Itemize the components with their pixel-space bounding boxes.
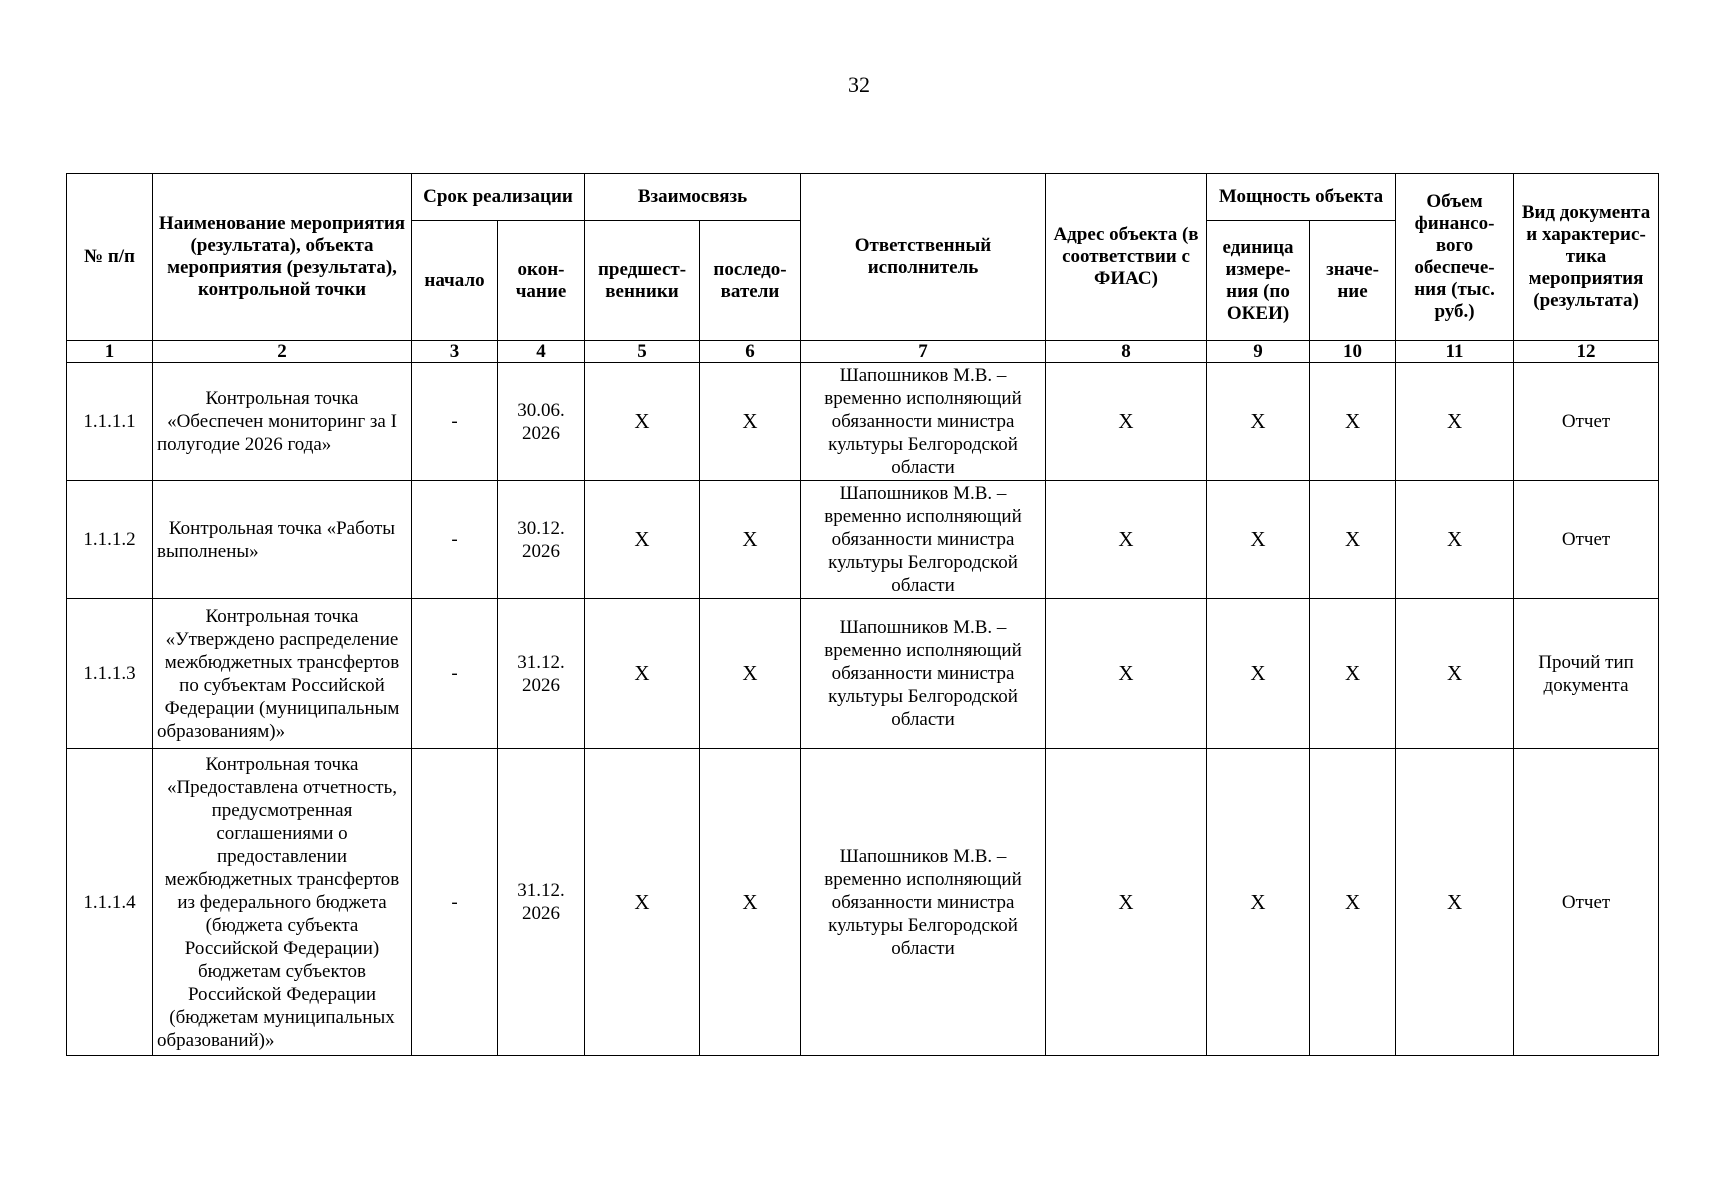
row-executor: Шапошников М.В. – временно исполняющий обязанности министра культуры Белгородской области: [801, 599, 1046, 749]
row-prev: X: [585, 599, 700, 749]
row-name: Контрольная точка «Утверждено распределение межбюджетных трансфертов по субъектам Российской Федерации (муниципальным образованиям)»: [153, 599, 412, 749]
header-address: Адрес объекта (в соответствии с ФИАС): [1046, 174, 1207, 341]
column-number: 5: [585, 341, 700, 363]
row-unit: X: [1207, 363, 1310, 481]
header-link-next: последо-ватели: [700, 221, 801, 341]
column-number: 1: [67, 341, 153, 363]
page-number: 32: [848, 72, 870, 97]
header-no: № п/п: [67, 174, 153, 341]
row-prev: X: [585, 749, 700, 1056]
row-address: X: [1046, 599, 1207, 749]
header-term-end: окон-чание: [498, 221, 585, 341]
row-name: Контрольная точка «Работы выполнены»: [153, 481, 412, 599]
row-end: 31.12. 2026: [498, 599, 585, 749]
row-finance: X: [1396, 481, 1514, 599]
row-address: X: [1046, 481, 1207, 599]
header-term-group: Срок реализации: [412, 174, 585, 221]
row-value: X: [1310, 749, 1396, 1056]
header-finance: Объем финансо-вого обеспече-ния (тыс. руб.): [1396, 174, 1514, 341]
table-row: [67, 599, 1659, 749]
column-number: 11: [1396, 341, 1514, 363]
column-number-row: [67, 341, 1659, 363]
table-row: [67, 363, 1659, 481]
row-name: Контрольная точка «Обеспечен мониторинг за I полугодие 2026 года»: [153, 363, 412, 481]
row-no: 1.1.1.3: [67, 599, 153, 749]
header-name: Наименование мероприятия (результата), объекта мероприятия (результата), контрольной точки: [153, 174, 412, 341]
column-number: 9: [1207, 341, 1310, 363]
header-capacity-group: Мощность объекта: [1207, 174, 1396, 221]
table-row: [67, 481, 1659, 599]
row-address: X: [1046, 363, 1207, 481]
row-start: -: [412, 363, 498, 481]
column-number: 12: [1514, 341, 1659, 363]
row-finance: X: [1396, 599, 1514, 749]
column-number: 7: [801, 341, 1046, 363]
row-end: 30.12. 2026: [498, 481, 585, 599]
header-capacity-unit: единица измере-ния (по ОКЕИ): [1207, 221, 1310, 341]
column-number: 4: [498, 341, 585, 363]
row-next: X: [700, 481, 801, 599]
row-next: X: [700, 363, 801, 481]
header-capacity-value: значе-ние: [1310, 221, 1396, 341]
row-finance: X: [1396, 749, 1514, 1056]
row-start: -: [412, 599, 498, 749]
row-end: 31.12. 2026: [498, 749, 585, 1056]
row-value: X: [1310, 481, 1396, 599]
row-executor: Шапошников М.В. – временно исполняющий обязанности министра культуры Белгородской области: [801, 481, 1046, 599]
row-value: X: [1310, 363, 1396, 481]
row-unit: X: [1207, 749, 1310, 1056]
row-next: X: [700, 599, 801, 749]
row-address: X: [1046, 749, 1207, 1056]
row-prev: X: [585, 481, 700, 599]
row-doc-type: Отчет: [1514, 481, 1659, 599]
column-number: 10: [1310, 341, 1396, 363]
row-no: 1.1.1.1: [67, 363, 153, 481]
column-number: 2: [153, 341, 412, 363]
row-start: -: [412, 481, 498, 599]
header-row-top: [67, 174, 1659, 221]
header-executor: Ответственный исполнитель: [801, 174, 1046, 341]
header-doc-type: Вид документа и характерис-тика мероприятия (результата): [1514, 174, 1659, 341]
row-unit: X: [1207, 599, 1310, 749]
row-executor: Шапошников М.В. – временно исполняющий обязанности министра культуры Белгородской области: [801, 363, 1046, 481]
row-end: 30.06. 2026: [498, 363, 585, 481]
row-start: -: [412, 749, 498, 1056]
row-name: Контрольная точка «Предоставлена отчетность, предусмотренная соглашениями о предоставлении межбюджетных трансфертов из федерального бюджета (бюджета субъекта Российской Федерации) бюджетам субъектов Российской Федерации (бюджетам муниципальных образований)»: [153, 749, 412, 1056]
row-doc-type: Отчет: [1514, 749, 1659, 1056]
row-doc-type: Прочий тип документа: [1514, 599, 1659, 749]
header-link-prev: предшест-венники: [585, 221, 700, 341]
column-number: 6: [700, 341, 801, 363]
row-no: 1.1.1.4: [67, 749, 153, 1056]
row-unit: X: [1207, 481, 1310, 599]
row-finance: X: [1396, 363, 1514, 481]
column-number: 3: [412, 341, 498, 363]
header-term-start: начало: [412, 221, 498, 341]
table-row: [67, 749, 1659, 1056]
row-prev: X: [585, 363, 700, 481]
header-link-group: Взаимосвязь: [585, 174, 801, 221]
row-next: X: [700, 749, 801, 1056]
row-doc-type: Отчет: [1514, 363, 1659, 481]
row-value: X: [1310, 599, 1396, 749]
column-number: 8: [1046, 341, 1207, 363]
control-points-table: [66, 173, 1659, 1056]
row-no: 1.1.1.2: [67, 481, 153, 599]
row-executor: Шапошников М.В. – временно исполняющий обязанности министра культуры Белгородской области: [801, 749, 1046, 1056]
